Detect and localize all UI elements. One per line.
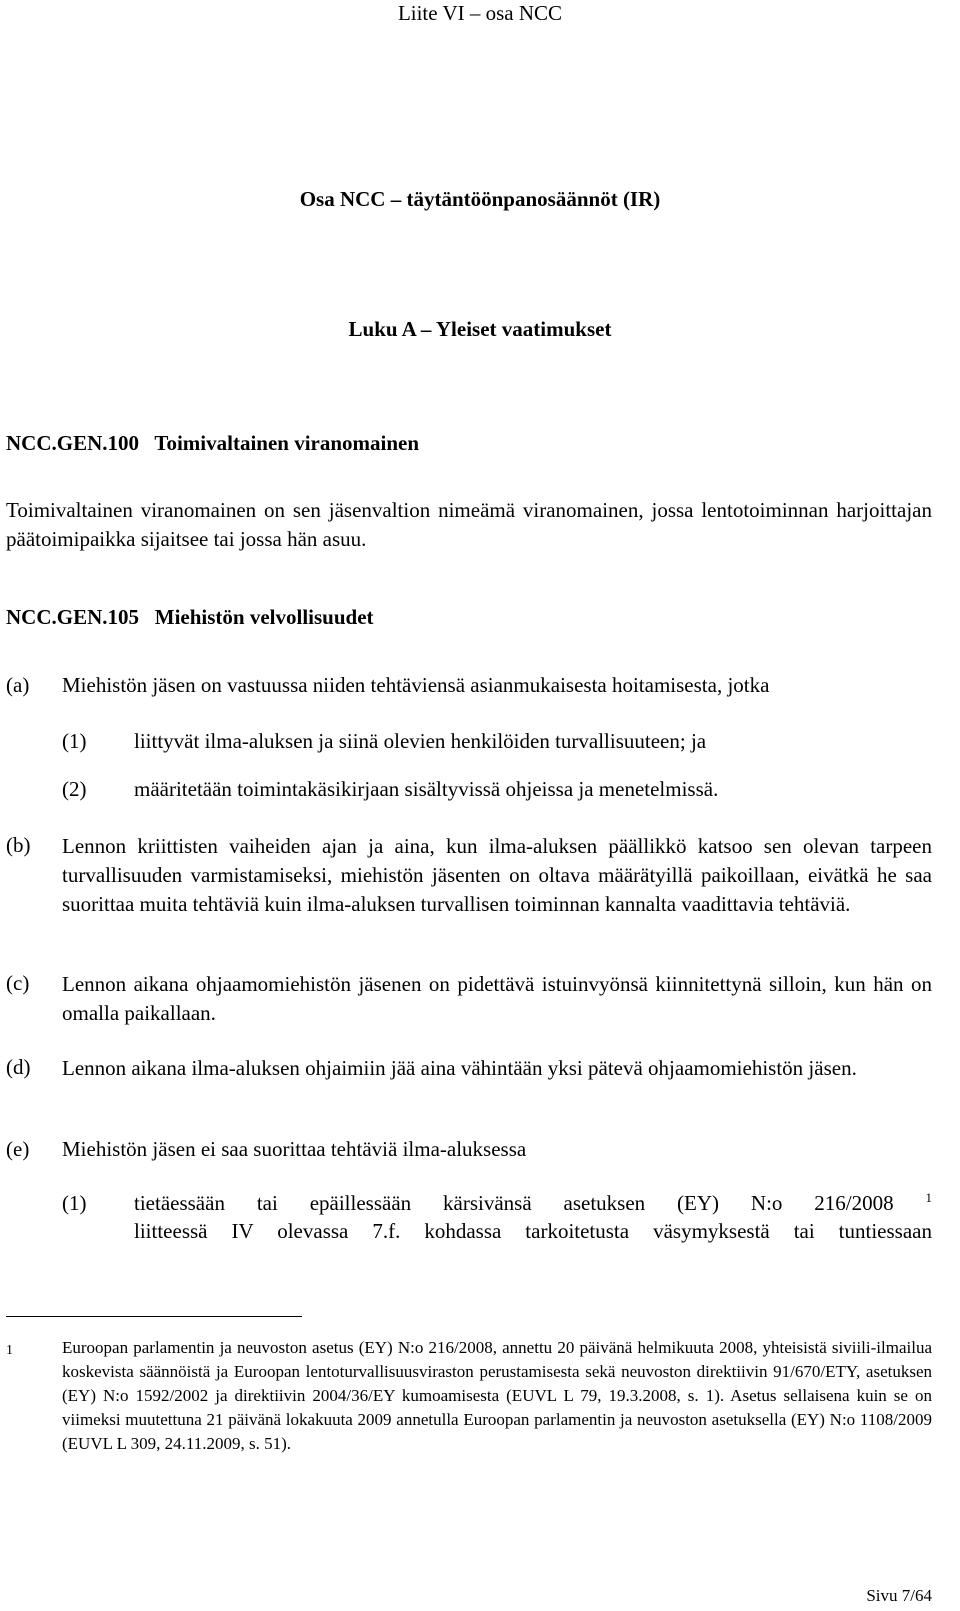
- item-label-a: (a): [6, 673, 30, 697]
- part-title: Osa NCC – täytäntöönpanosäännöt (IR): [299, 187, 661, 211]
- subitem-text-a-1: liittyvät ilma-aluksen ja siinä olevien henkilöiden turvallisuuteen; ja: [134, 729, 707, 753]
- subitem-label-a-2: (2): [62, 777, 87, 801]
- section-heading-ncc-gen-105: NCC.GEN.105 Miehistön velvollisuudet: [6, 605, 374, 629]
- footnote-divider: [6, 1316, 302, 1317]
- item-text-e: Miehistön jäsen ei saa suorittaa tehtäviä ilma-aluksessa: [62, 1137, 527, 1161]
- subitem-text-e-1-line1: [134, 1190, 932, 1216]
- item-text-d: Lennon aikana ilma-aluksen ohjaimiin jää aina vähintään yksi pätevä ohjaamomiehistön jäsen.: [62, 1056, 857, 1080]
- subitem-text-e-1-line2: liitteessä IV olevassa 7.f. kohdassa tarkoitetusta väsymyksestä tai tuntiessaan: [134, 1219, 932, 1243]
- section-heading-ncc-gen-100: NCC.GEN.100 Toimivaltainen viranomainen: [6, 431, 420, 455]
- item-label-b: (b): [6, 833, 31, 857]
- footnote-reference[interactable]: 1: [925, 1190, 933, 1205]
- item-text-c: Lennon aikana ohjaamomiehistön jäsenen on pidettävä istuinvyönsä kiinnitettynä silloin, kun hän on omalla paikallaan.: [62, 972, 932, 1025]
- subitem-text-e-1-line1-text: tietäessään tai epäillessään kärsivänsä asetuksen (EY) N:o 216/2008: [134, 1191, 894, 1215]
- subitem-text-a-2: määritetään toimintakäsikirjaan sisältyvissä ohjeissa ja menetelmissä.: [134, 777, 719, 801]
- item-text-b: Lennon kriittisten vaiheiden ajan ja aina, kun ilma-aluksen päällikkö katsoo sen olevan tarpeen turvallisuuden varmistamiseksi, miehistön jäsenten on oltava määrätyillä paikoillaan, eivätkä he saa suorittaa muita tehtäviä kuin ilma-aluksen turvallisen toiminnan kannalta vaadittavia tehtäviä.: [62, 834, 932, 916]
- page-header: Liite VI – osa NCC: [397, 1, 563, 25]
- section-body-ncc-gen-100: Toimivaltainen viranomainen on sen jäsenvaltion nimeämä viranomainen, jossa lentotoiminnan harjoittajan päätoimipaikka sijaitsee tai jossa hän asuu.: [6, 498, 932, 551]
- footnote-marker: 1: [6, 1343, 13, 1358]
- item-text-a: Miehistön jäsen on vastuussa niiden tehtäviensä asianmukaisesta hoitamisesta, jotka: [62, 673, 770, 697]
- item-label-e: (e): [6, 1137, 30, 1161]
- item-label-d: (d): [6, 1055, 31, 1079]
- item-label-c: (c): [6, 971, 30, 995]
- page-number: Sivu 7/64: [866, 1586, 932, 1605]
- footnote-text: Euroopan parlamentin ja neuvoston asetus (EY) N:o 216/2008, annettu 20 päivänä helmikuuta 2008, yhteisistä siviili-ilmailua koskevista säännöistä ja Euroopan lentoturvallisuusviraston perustamisesta sekä neuvoston direktiivin 91/670/ETY, asetuksen (EY) N:o 1592/2002 ja direktiivin 2004/36/EY kumoamisesta (EUVL L 79, 19.3.2008, s. 1). Asetus sellaisena kuin se on viimeksi muutettuna 21 päivänä lokakuuta 2009 annetulla Euroopan parlamentin ja neuvoston asetuksella (EY) N:o 1108/2009 (EUVL L 309, 24.11.2009, s. 51).: [62, 1338, 932, 1453]
- subitem-label-a-1: (1): [62, 729, 87, 753]
- subitem-label-e-1: (1): [62, 1191, 87, 1215]
- chapter-title: Luku A – Yleiset vaatimukset: [348, 317, 612, 341]
